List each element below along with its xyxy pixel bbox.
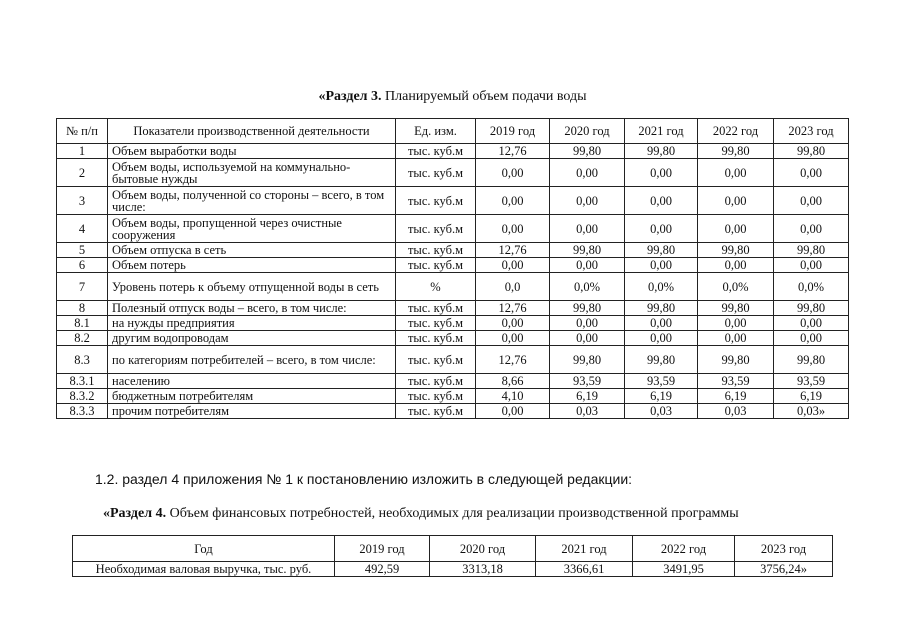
table-row [57,389,849,404]
table-header-row [57,119,849,144]
unit-cell: тыс. куб.м [396,346,476,374]
indicator-name: на нужды предприятия [108,316,396,331]
value-cell-2020: 0,03 [550,404,625,419]
section-3-title-text: Планируемый объем подачи воды [381,89,587,104]
value-cell-2021: 0,00 [625,187,698,215]
value-cell-2023: 6,19 [774,389,849,404]
table-row [57,187,849,215]
value-cell-2019: 0,00 [476,404,550,419]
row-number: 8 [57,301,108,316]
value-cell-2023: 93,59 [774,374,849,389]
value-cell-2019: 0,00 [476,159,550,187]
value-cell-2020: 0,00 [550,316,625,331]
value-cell-2020: 99,80 [550,346,625,374]
value-cell-2020: 99,80 [550,243,625,258]
table-row [73,562,833,577]
value-cell-2021: 3366,61 [536,562,633,577]
value-cell-2022: 0,00 [698,159,774,187]
indicator-name: бюджетным потребителям [108,389,396,404]
value-cell-2020: 0,00 [550,258,625,273]
value-cell-2021: 0,00 [625,316,698,331]
value-cell-2021: 93,59 [625,374,698,389]
value-cell-2020: 93,59 [550,374,625,389]
table-row [57,159,849,187]
column-header: 2023 год [735,536,833,562]
value-cell-2019: 12,76 [476,301,550,316]
value-cell-2022: 99,80 [698,243,774,258]
indicator-name: Объем отпуска в сеть [108,243,396,258]
value-cell-2019: 12,76 [476,243,550,258]
unit-cell: тыс. куб.м [396,187,476,215]
unit-cell: тыс. куб.м [396,331,476,346]
indicator-name: Объем воды, полученной со стороны – всего, в том числе: [108,187,396,215]
value-cell-2021: 0,00 [625,258,698,273]
value-cell-2019: 0,00 [476,187,550,215]
column-header: 2019 год [476,119,550,144]
row-number: 8.3.1 [57,374,108,389]
value-cell-2023: 0,00 [774,159,849,187]
section-4-title [103,506,739,522]
value-cell-2020: 0,00 [550,159,625,187]
unit-cell: тыс. куб.м [396,301,476,316]
table-row [57,215,849,243]
column-header: 2021 год [536,536,633,562]
value-cell-2021: 99,80 [625,144,698,159]
value-cell-2019: 492,59 [335,562,430,577]
section-4-title-text: Объем финансовых потребностей, необходимых для реализации производственной программы [166,506,739,521]
indicator-name: Объем потерь [108,258,396,273]
table-row [57,346,849,374]
row-number: 7 [57,273,108,301]
unit-cell: % [396,273,476,301]
table-row [57,273,849,301]
value-cell-2019: 0,0 [476,273,550,301]
table-row [57,144,849,159]
indicator-name: Объем выработки воды [108,144,396,159]
indicator-name: населению [108,374,396,389]
row-number: 2 [57,159,108,187]
value-cell-2019: 12,76 [476,144,550,159]
row-number: 4 [57,215,108,243]
value-cell-2019: 4,10 [476,389,550,404]
unit-cell: тыс. куб.м [396,144,476,159]
column-header: Ед. изм. [396,119,476,144]
value-cell-2022: 0,00 [698,331,774,346]
column-header: 2020 год [430,536,536,562]
water-supply-table [56,118,849,419]
amendment-paragraph: 1.2. раздел 4 приложения № 1 к постановлению изложить в следующей редакции: [95,471,633,487]
row-number: 6 [57,258,108,273]
column-header: 2020 год [550,119,625,144]
unit-cell: тыс. куб.м [396,215,476,243]
value-cell-2021: 0,03 [625,404,698,419]
indicator-name: Объем воды, используемой на коммунально-бытовые нужды [108,159,396,187]
table-row [57,404,849,419]
value-cell-2020: 0,00 [550,215,625,243]
row-number: 8.3.2 [57,389,108,404]
table-row [57,243,849,258]
value-cell-2023: 0,03» [774,404,849,419]
value-cell-2023: 99,80 [774,144,849,159]
financial-needs-table [72,535,833,577]
unit-cell: тыс. куб.м [396,316,476,331]
row-number: 8.1 [57,316,108,331]
unit-cell: тыс. куб.м [396,159,476,187]
value-cell-2023: 0,00 [774,187,849,215]
value-cell-2019: 0,00 [476,215,550,243]
value-cell-2022: 0,03 [698,404,774,419]
value-cell-2022: 99,80 [698,144,774,159]
unit-cell: тыс. куб.м [396,243,476,258]
value-cell-2022: 93,59 [698,374,774,389]
value-cell-2023: 3756,24» [735,562,833,577]
value-cell-2020: 6,19 [550,389,625,404]
value-cell-2019: 0,00 [476,331,550,346]
value-cell-2022: 99,80 [698,346,774,374]
value-cell-2023: 0,00 [774,331,849,346]
column-header: Показатели производственной деятельности [108,119,396,144]
indicator-name: по категориям потребителей – всего, в том числе: [108,346,396,374]
table-row [57,316,849,331]
value-cell-2023: 0,00 [774,316,849,331]
table-row [57,258,849,273]
unit-cell: тыс. куб.м [396,374,476,389]
section-3-title-bold: «Раздел 3. [318,89,382,104]
row-number: 3 [57,187,108,215]
value-cell-2022: 0,00 [698,215,774,243]
value-cell-2023: 99,80 [774,346,849,374]
indicator-name: Необходимая валовая выручка, тыс. руб. [73,562,335,577]
unit-cell: тыс. куб.м [396,389,476,404]
unit-cell: тыс. куб.м [396,404,476,419]
value-cell-2022: 0,00 [698,258,774,273]
column-header: Год [73,536,335,562]
value-cell-2022: 0,00 [698,316,774,331]
column-header: 2023 год [774,119,849,144]
column-header: 2021 год [625,119,698,144]
value-cell-2023: 99,80 [774,243,849,258]
value-cell-2023: 0,0% [774,273,849,301]
value-cell-2020: 3313,18 [430,562,536,577]
indicator-name: другим водопроводам [108,331,396,346]
value-cell-2022: 0,00 [698,187,774,215]
value-cell-2021: 0,00 [625,215,698,243]
column-header: 2019 год [335,536,430,562]
table-row [57,301,849,316]
value-cell-2022: 99,80 [698,301,774,316]
column-header: 2022 год [633,536,735,562]
value-cell-2023: 99,80 [774,301,849,316]
value-cell-2021: 99,80 [625,243,698,258]
value-cell-2019: 0,00 [476,258,550,273]
value-cell-2023: 0,00 [774,215,849,243]
indicator-name: Уровень потерь к объему отпущенной воды в сеть [108,273,396,301]
row-number: 5 [57,243,108,258]
value-cell-2020: 99,80 [550,144,625,159]
value-cell-2020: 99,80 [550,301,625,316]
value-cell-2022: 6,19 [698,389,774,404]
value-cell-2021: 99,80 [625,346,698,374]
value-cell-2019: 12,76 [476,346,550,374]
indicator-name: Объем воды, пропущенной через очистные сооружения [108,215,396,243]
column-header: № п/п [57,119,108,144]
value-cell-2021: 0,00 [625,331,698,346]
row-number: 8.3 [57,346,108,374]
value-cell-2022: 0,0% [698,273,774,301]
value-cell-2023: 0,00 [774,258,849,273]
column-header: 2022 год [698,119,774,144]
value-cell-2020: 0,00 [550,331,625,346]
value-cell-2020: 0,0% [550,273,625,301]
value-cell-2019: 8,66 [476,374,550,389]
row-number: 8.3.3 [57,404,108,419]
value-cell-2021: 0,0% [625,273,698,301]
value-cell-2022: 3491,95 [633,562,735,577]
indicator-name: Полезный отпуск воды – всего, в том числе: [108,301,396,316]
section-4-title-bold: «Раздел 4. [103,506,167,521]
table-row [57,331,849,346]
indicator-name: прочим потребителям [108,404,396,419]
unit-cell: тыс. куб.м [396,258,476,273]
row-number: 8.2 [57,331,108,346]
table-header-row [73,536,833,562]
row-number: 1 [57,144,108,159]
section-3-title [0,89,905,105]
value-cell-2019: 0,00 [476,316,550,331]
value-cell-2021: 6,19 [625,389,698,404]
value-cell-2020: 0,00 [550,187,625,215]
value-cell-2021: 0,00 [625,159,698,187]
table-row [57,374,849,389]
value-cell-2021: 99,80 [625,301,698,316]
